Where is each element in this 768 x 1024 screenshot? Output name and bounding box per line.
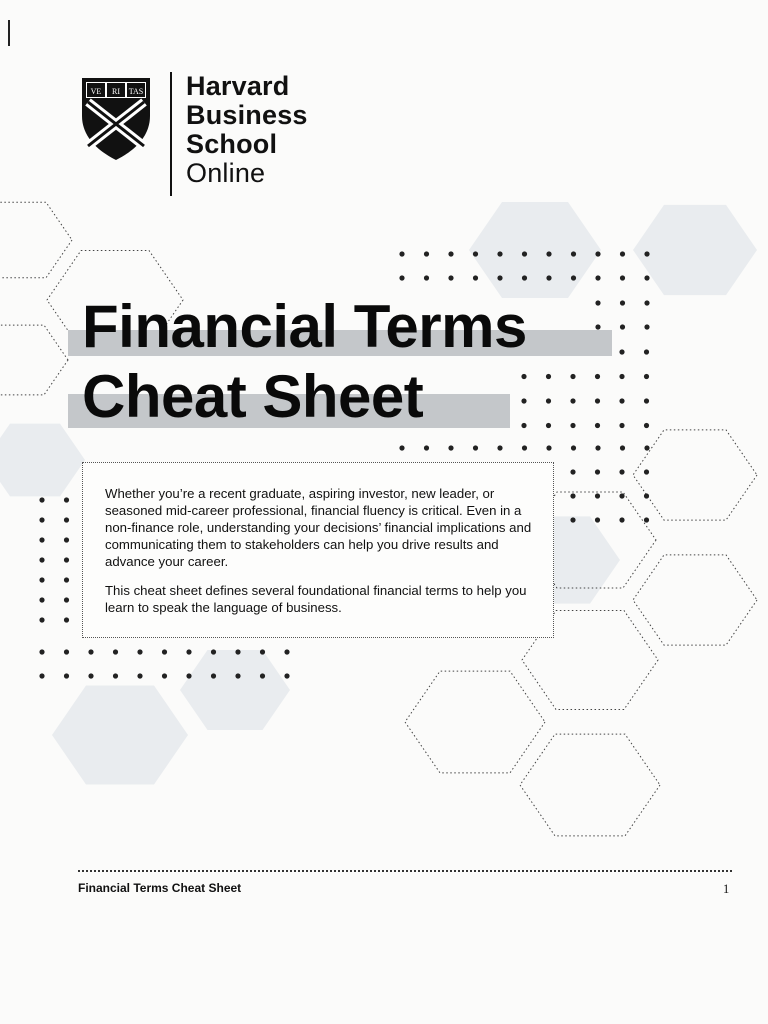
pattern-dot [211,673,216,678]
page-title [82,292,527,432]
pattern-dot [399,275,404,280]
logo-line-school: School [186,129,278,159]
pattern-dot [64,649,69,654]
pattern-dot [595,469,600,474]
pattern-dot [39,557,44,562]
pattern-dot [546,445,551,450]
scan-edge-mark [8,20,10,46]
shield-motto-2: RI [112,87,120,96]
pattern-dot [424,251,429,256]
shield-motto-1: VE [90,87,102,96]
title-line-2: Cheat Sheet [82,363,424,430]
pattern-dot [595,324,600,329]
pattern-dot [570,374,575,379]
pattern-dot [595,398,600,403]
pattern-dot [619,517,624,522]
pattern-dot [644,493,649,498]
pattern-dot [137,673,142,678]
intro-box [82,462,554,638]
hbs-online-logo [80,72,340,202]
pattern-dot [39,597,44,602]
pattern-dot [620,300,625,305]
pattern-dot [595,445,600,450]
pattern-dot [137,649,142,654]
pattern-dot [619,469,624,474]
pattern-dot [64,557,69,562]
harvard-shield-icon [80,76,152,160]
pattern-dot [473,251,478,256]
pattern-dot [619,374,624,379]
pattern-dot [64,517,69,522]
pattern-dot [595,423,600,428]
shaded-hexagon [469,202,601,298]
shaded-hexagon [52,686,188,785]
pattern-dot [448,275,453,280]
pattern-dot [644,374,649,379]
hexagon-outline [0,202,72,278]
pattern-dot [424,445,429,450]
pattern-dot [644,445,649,450]
pattern-dot [88,673,93,678]
logo-line-business: Business [186,100,308,130]
pattern-dot [595,275,600,280]
pattern-dot [64,537,69,542]
pattern-dot [235,649,240,654]
pattern-dot [448,445,453,450]
hexagon-outline [0,325,68,395]
pattern-dot [39,649,44,654]
footer-divider [78,870,732,872]
pattern-dot [595,374,600,379]
pattern-dot [595,251,600,256]
logo-wordmark [186,72,308,188]
pattern-dot [619,349,624,354]
pattern-dot [284,673,289,678]
pattern-dot [571,275,576,280]
pattern-dot [211,649,216,654]
pattern-dot [473,275,478,280]
pattern-dot [644,423,649,428]
footer-title: Financial Terms Cheat Sheet [78,881,242,895]
pattern-dot [570,517,575,522]
pattern-dot [284,649,289,654]
pattern-dot [570,469,575,474]
pattern-dot [546,398,551,403]
intro-paragraph-1: Whether you’re a recent graduate, aspiring investor, new leader, or seasoned mid-career professional, financial fluency is critical. Even in a non-finance role, understanding your decisions’ financial implications and communicating them to stakeholders can help you drive results and advance your career. [105,486,532,569]
hexagon-outline [633,430,757,520]
page-number: 1 [723,882,730,896]
pattern-dot [595,300,600,305]
pattern-dot [39,537,44,542]
pattern-dot [620,445,625,450]
pattern-dot [644,300,649,305]
pattern-dot [88,649,93,654]
pattern-dot [424,275,429,280]
pattern-dot [644,251,649,256]
pattern-dot [64,497,69,502]
pattern-dot [399,251,404,256]
pattern-dot [186,649,191,654]
pattern-dot [39,497,44,502]
pattern-dot [522,251,527,256]
pattern-dot [546,423,551,428]
pattern-dot [570,423,575,428]
title-line-2-wrap [82,362,527,432]
hexagon-outline [633,555,757,645]
title-line-1-wrap [82,292,527,362]
shaded-hexagon [0,424,85,497]
pattern-dot [571,251,576,256]
pattern-dot [64,617,69,622]
pattern-dot [473,445,478,450]
pattern-dot [644,275,649,280]
pattern-dot [448,251,453,256]
pattern-dot [235,673,240,678]
pattern-dot [620,275,625,280]
pattern-dot [186,673,191,678]
pattern-dot [644,349,649,354]
pattern-dot [162,673,167,678]
pattern-dot [39,673,44,678]
pattern-dot [113,649,118,654]
title-line-1: Financial Terms [82,293,527,360]
pattern-dot [64,577,69,582]
hexagon-outline [405,671,545,773]
pattern-dot [522,275,527,280]
pattern-dot [644,324,649,329]
pattern-dot [64,597,69,602]
pattern-dot [39,617,44,622]
pattern-dot [595,517,600,522]
pattern-dot [546,275,551,280]
logo-line-online: Online [186,158,266,188]
pattern-dot [497,251,502,256]
pattern-dot [571,445,576,450]
pattern-dot [570,398,575,403]
pattern-dot [39,517,44,522]
pattern-dot [39,577,44,582]
pattern-dot [497,275,502,280]
pattern-dot [644,517,649,522]
pattern-dot [619,398,624,403]
shaded-hexagon [633,205,757,295]
pattern-dot [399,445,404,450]
pattern-dot [620,324,625,329]
pattern-dot [260,649,265,654]
intro-paragraph-2: This cheat sheet defines several foundational financial terms to help you learn to speak the language of business. [105,583,527,615]
pattern-dot [497,445,502,450]
hexagon-outline [520,734,660,836]
shield-motto-3: TAS [128,87,144,96]
logo-line-harvard: Harvard [186,71,290,101]
logo-divider [170,72,172,196]
pattern-dot [546,251,551,256]
pattern-dot [570,493,575,498]
pattern-dot [113,673,118,678]
pattern-dot [64,673,69,678]
pattern-dot [619,493,624,498]
pattern-dot [644,398,649,403]
pattern-dot [546,374,551,379]
pattern-dot [644,469,649,474]
shaded-hexagon [180,650,290,730]
pattern-dot [595,493,600,498]
pattern-dot [620,251,625,256]
pattern-dot [619,423,624,428]
pattern-dot [522,445,527,450]
pattern-dot [162,649,167,654]
pattern-dot [260,673,265,678]
